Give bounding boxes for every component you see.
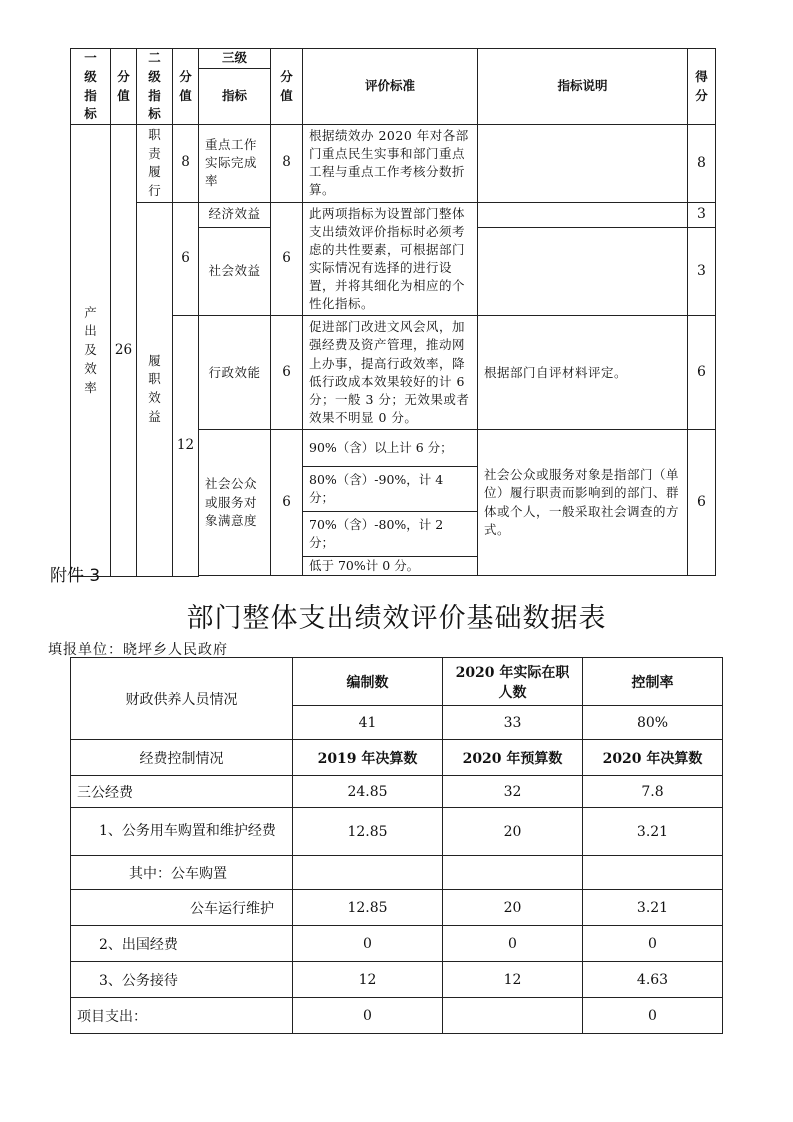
- header-explanation: 指标说明: [478, 49, 688, 125]
- got-social: 3: [688, 227, 716, 316]
- level1-score: 26: [111, 125, 137, 577]
- criteria-shared: 此两项指标为设置部门整体支出绩效评价指标时必须考虑的共性要素，可根据部门实际情况有选择的进行设置，并将其细化为相应的个性化指标。: [303, 202, 478, 316]
- got-admin: 6: [688, 316, 716, 430]
- explanation-social: [478, 227, 688, 316]
- explanation-completion: [478, 125, 688, 203]
- table-row: [71, 998, 723, 1034]
- row-label: 2、出国经费: [71, 926, 293, 962]
- row-value-2020-budget: 20: [443, 890, 583, 926]
- explanation-admin: 根据部门自评材料评定。: [478, 316, 688, 430]
- staff-header-actual: 2020 年实际在职人数: [443, 658, 583, 706]
- header-level3-group: 三级: [199, 49, 271, 69]
- group-b-score: 12: [173, 316, 199, 576]
- row-label: 3、公务接待: [71, 962, 293, 998]
- row-value-2019: 12: [293, 962, 443, 998]
- explanation-satisfaction: 社会公众或服务对象是指部门（单位）履行职责而影响到的部门、群体或个人，一般采取社会调查的方式。: [478, 430, 688, 576]
- row-value-2020-final: 0: [583, 926, 723, 962]
- level2-duty-score: 8: [173, 125, 199, 203]
- row-value-2019: 0: [293, 926, 443, 962]
- criteria-admin: 促进部门改进文风会风，加强经费及资产管理，推动网上办事，提高行政效率，降低行政成本效果较好的计 6分；一般 3 分；无效果或者效果不明显 0 分。: [303, 316, 478, 430]
- indicator-admin: 行政效能: [199, 316, 271, 430]
- got-completion: 8: [688, 125, 716, 203]
- row-value-2020-final: 3.21: [583, 808, 723, 856]
- row-value-2020-final: [583, 856, 723, 890]
- staff-header-quota: 编制数: [293, 658, 443, 706]
- satisfaction-options: [303, 430, 477, 575]
- row-label: 三公经费: [71, 776, 293, 808]
- option-90: 90%（含）以上计 6 分；: [303, 430, 477, 466]
- indicator-admin-score: 6: [271, 316, 303, 430]
- row-value-2019: 0: [293, 998, 443, 1034]
- indicator-completion: 重点工作实际完成率: [199, 125, 271, 203]
- indicator-completion-score: 8: [271, 125, 303, 203]
- option-70: 70%（含）-80%，计 2 分；: [303, 511, 477, 556]
- option-below-70: 低于 70%计 0 分。: [309, 558, 420, 573]
- row-value-2020-budget: 32: [443, 776, 583, 808]
- table-row: [71, 776, 723, 808]
- header-level2: 二级指标: [137, 49, 173, 125]
- indicator-social: 社会效益: [199, 227, 271, 316]
- got-econ: 3: [688, 202, 716, 227]
- indicator-table: [70, 48, 722, 577]
- table-row: [71, 856, 723, 890]
- header-level1: 一级指标: [71, 49, 111, 125]
- option-80: 80%（含）-90%，计 4 分；: [303, 466, 477, 511]
- row-label: 1、公务用车购置和维护经费: [71, 808, 293, 856]
- table-row: [71, 926, 723, 962]
- table-row: [71, 890, 723, 926]
- row-label: 项目支出：: [71, 998, 293, 1034]
- indicator-econ: 经济效益: [199, 202, 271, 227]
- indicator-satisfaction-score: 6: [271, 430, 303, 576]
- annex-label: 附件 3: [50, 566, 101, 586]
- staff-value-quota: 41: [293, 706, 443, 740]
- expense-header-2019: 2019 年决算数: [293, 740, 443, 776]
- criteria-completion: 根据绩效办 2020 年对各部门重点民生实事和部门重点工程与重点工作考核分数折算。: [303, 125, 478, 203]
- header-criteria: 评价标准: [303, 49, 478, 125]
- level2-effect: 履职效益: [137, 202, 173, 576]
- staff-value-rate: 80%: [583, 706, 723, 740]
- expense-label: 经费控制情况: [71, 740, 293, 776]
- staff-value-actual: 33: [443, 706, 583, 740]
- expense-header-2020-final: 2020 年决算数: [583, 740, 723, 776]
- page-title: 部门整体支出绩效评价基础数据表: [186, 603, 607, 634]
- row-value-2020-final: 7.8: [583, 776, 723, 808]
- reporting-unit: 填报单位：晓坪乡人民政府: [48, 642, 228, 658]
- header-level3: 指标: [199, 69, 271, 125]
- row-label: 公车运行维护: [71, 890, 293, 926]
- got-satisfaction: 6: [688, 430, 716, 576]
- row-value-2019: 12.85: [293, 890, 443, 926]
- row-value-2020-budget: [443, 856, 583, 890]
- level1-name: 产出及效率: [71, 125, 111, 577]
- staff-label: 财政供养人员情况: [71, 658, 293, 740]
- basic-data-table: [70, 657, 723, 1034]
- level2-duty: 职责履行: [137, 125, 173, 203]
- table-row: [71, 808, 723, 856]
- row-value-2020-final: 0: [583, 998, 723, 1034]
- header-score2: 分值: [173, 49, 199, 125]
- shared-score: 6: [271, 202, 303, 316]
- group-a-score: 6: [173, 202, 199, 316]
- explanation-econ: [478, 202, 688, 227]
- indicator-satisfaction: 社会公众或服务对象满意度: [199, 430, 271, 576]
- row-label: 其中：公车购置: [71, 856, 293, 890]
- row-value-2019: 24.85: [293, 776, 443, 808]
- row-value-2020-final: 3.21: [583, 890, 723, 926]
- header-got: 得分: [688, 49, 716, 125]
- row-value-2020-budget: 0: [443, 926, 583, 962]
- header-score3: 分值: [271, 49, 303, 125]
- row-value-2020-budget: 12: [443, 962, 583, 998]
- row-value-2020-budget: [443, 998, 583, 1034]
- row-value-2019: 12.85: [293, 808, 443, 856]
- row-value-2020-budget: 20: [443, 808, 583, 856]
- staff-header-rate: 控制率: [583, 658, 723, 706]
- table-row: [71, 962, 723, 998]
- row-value-2019: [293, 856, 443, 890]
- row-value-2020-final: 4.63: [583, 962, 723, 998]
- header-score1: 分值: [111, 49, 137, 125]
- expense-header-2020-budget: 2020 年预算数: [443, 740, 583, 776]
